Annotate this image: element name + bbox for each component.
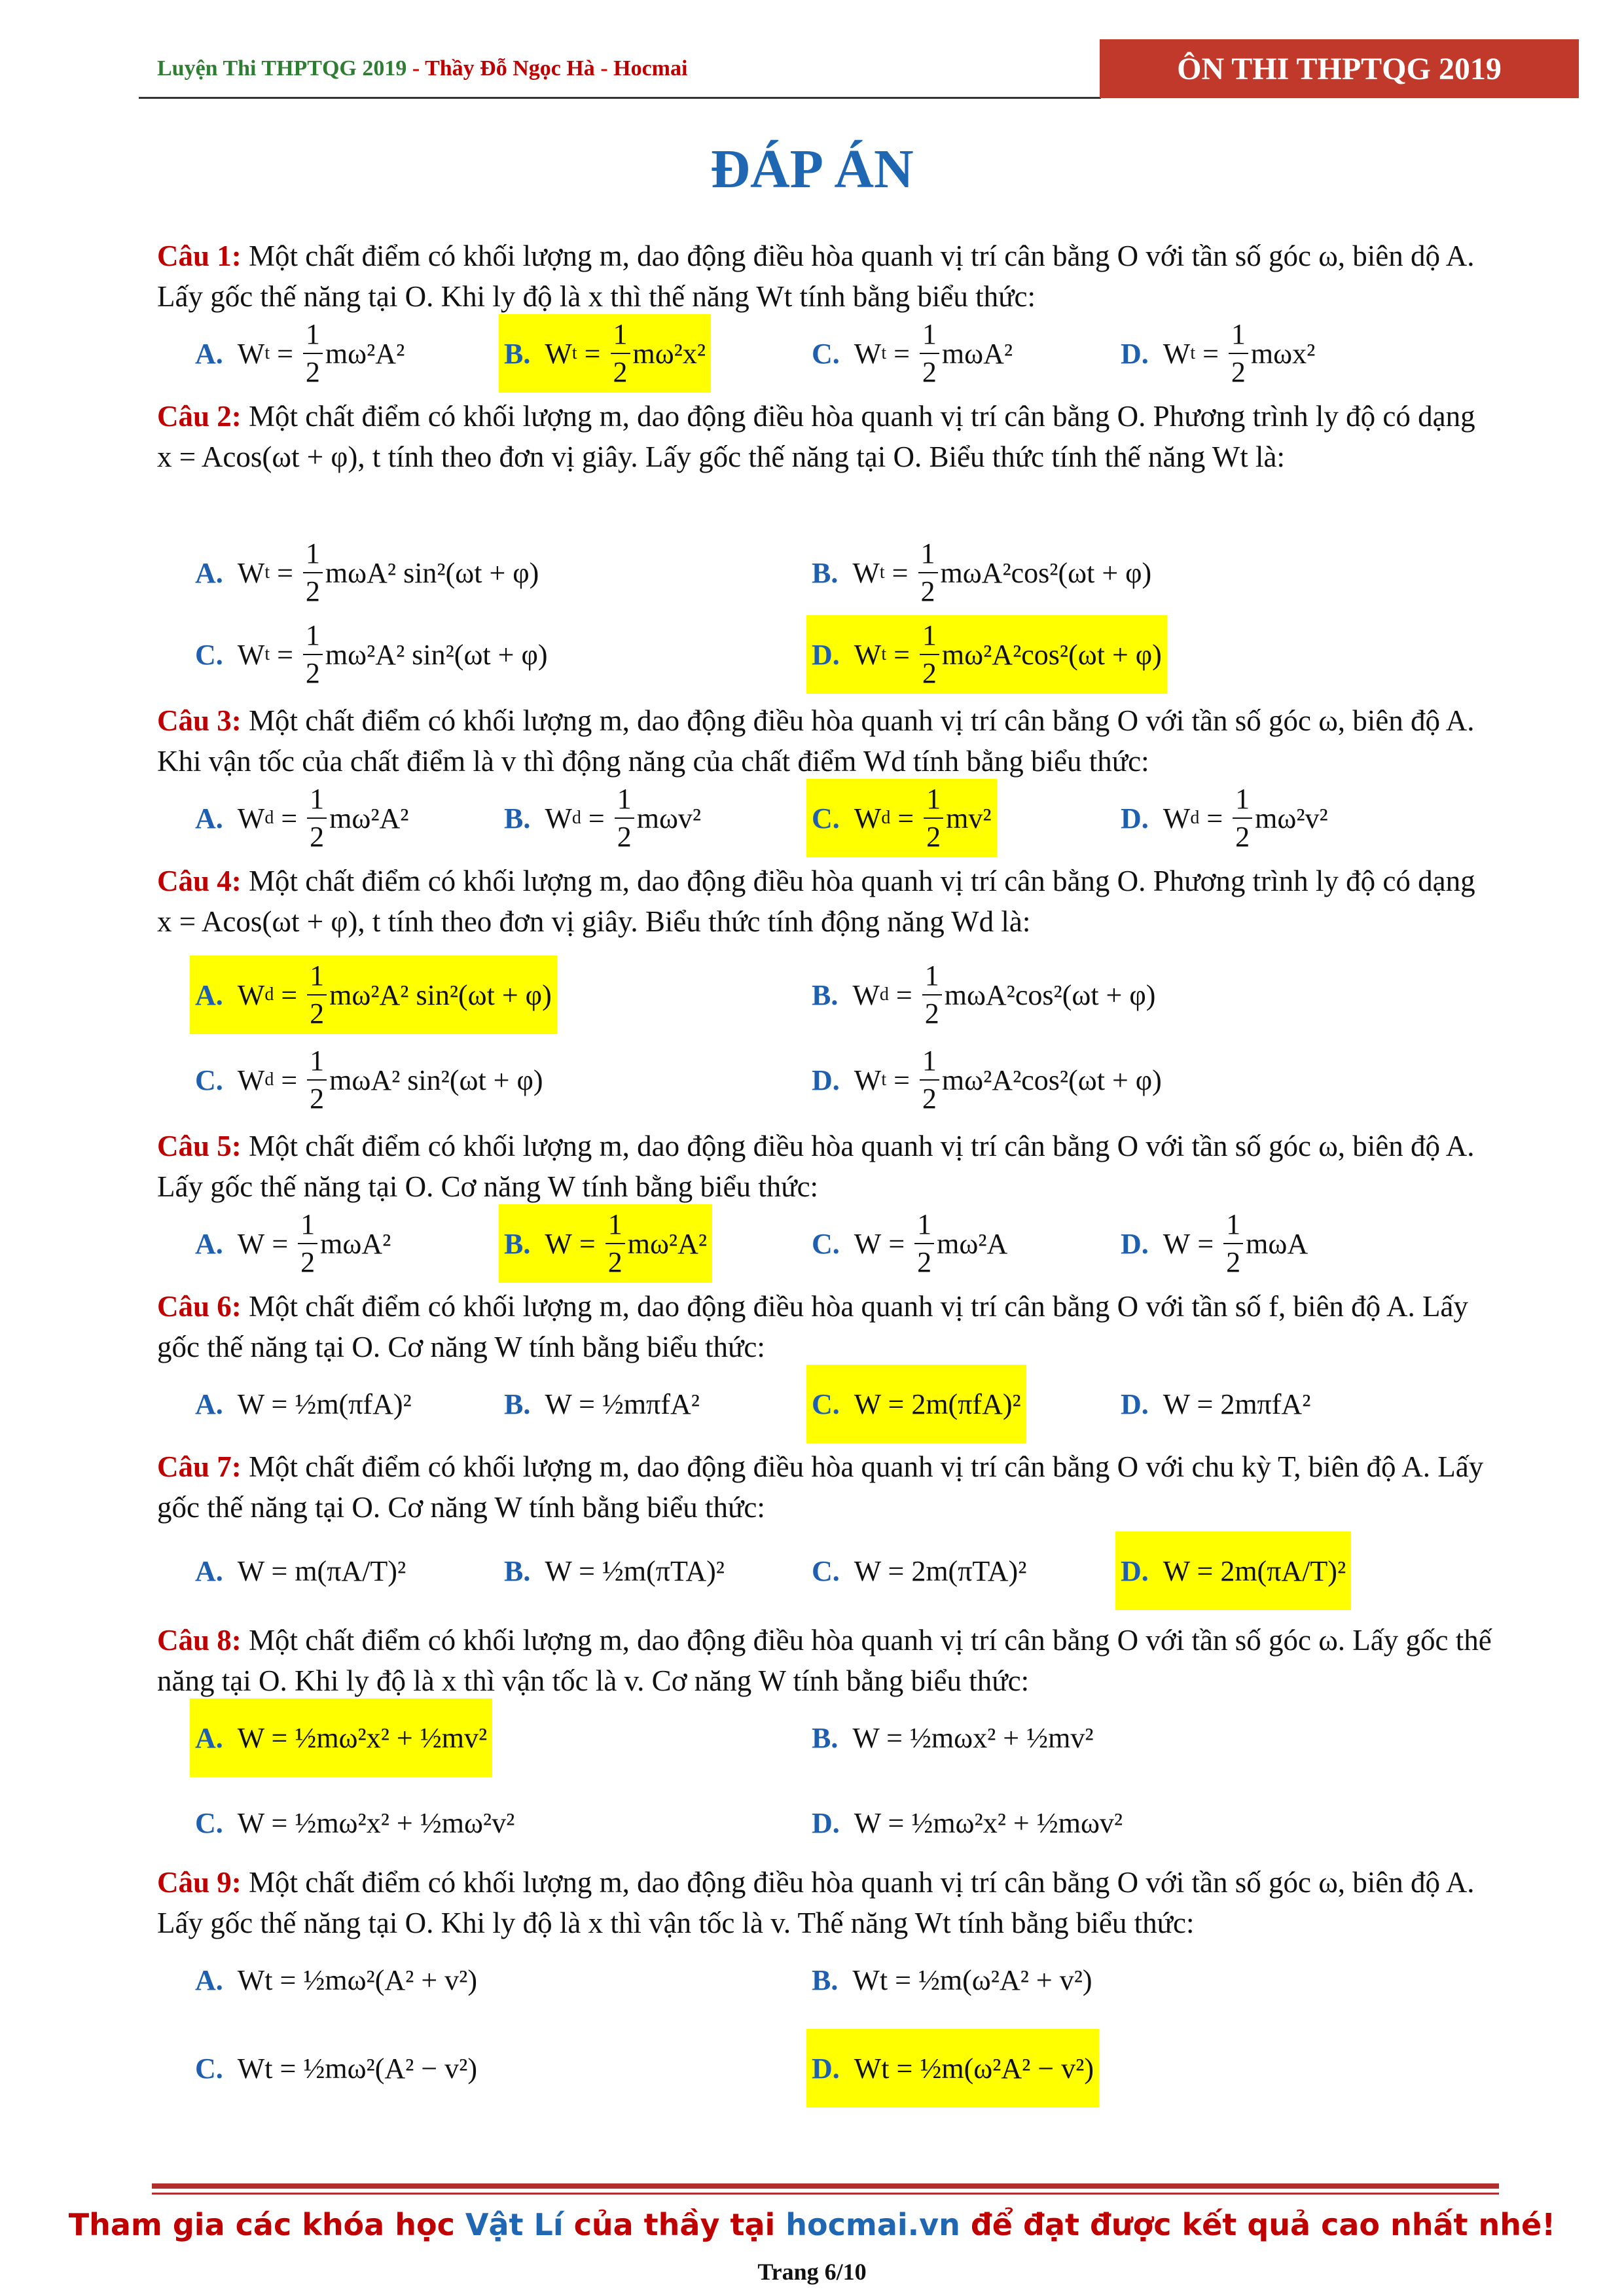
answer-option[interactable] bbox=[812, 1784, 1123, 1862]
option-label: D. bbox=[1121, 802, 1149, 834]
fraction-half: $\frac{1}{2}$ bbox=[914, 1210, 934, 1277]
option-label: D. bbox=[1121, 337, 1149, 370]
option-lhs: W bbox=[545, 337, 572, 370]
option-lhs-sub: t bbox=[1190, 343, 1196, 363]
question-label: Câu 3: bbox=[157, 704, 242, 737]
option-rhs: mωA²cos²(ωt + φ) bbox=[940, 556, 1152, 589]
answer-option-correct[interactable] bbox=[806, 2029, 1099, 2108]
option-expression: Wt = ½mω²(A² − v²) bbox=[237, 2052, 478, 2085]
option-label: A. bbox=[195, 802, 223, 834]
option-label: B. bbox=[812, 1721, 839, 1754]
fraction-half: $\frac{1}{2}$ bbox=[307, 961, 327, 1028]
option-label: B. bbox=[812, 1964, 839, 1996]
option-expression: W = ½mω²x² + ½mω²v² bbox=[237, 1806, 515, 1839]
option-lhs: W bbox=[1163, 802, 1191, 834]
option-lhs-sub: t bbox=[571, 343, 577, 363]
answer-option[interactable]: B. W d = $\frac{1}{2}$ mωv² bbox=[504, 783, 702, 853]
fraction-half: $\frac{1}{2}$ bbox=[920, 320, 939, 387]
question-label: Câu 2: bbox=[157, 400, 242, 433]
option-lhs-sub: d bbox=[264, 984, 274, 1005]
option-label: C. bbox=[812, 1388, 840, 1420]
footer-promo bbox=[0, 2207, 1624, 2242]
question-label: Câu 6: bbox=[157, 1290, 242, 1323]
answer-option[interactable]: D. W d = $\frac{1}{2}$ mω²v² bbox=[1121, 783, 1328, 853]
option-rhs: mωA² sin²(ωt + φ) bbox=[325, 556, 539, 589]
option-expression: W = m(πA/T)² bbox=[237, 1554, 406, 1587]
answer-option[interactable] bbox=[195, 2029, 477, 2108]
question-text: Một chất điểm có khối lượng m, dao động điều hòa quanh vị trí cân bằng O với tần số góc ω, biên độ A. Lấy gốc thế năng tại O. Cơ năng W tính bằng biểu thức: bbox=[157, 1130, 1475, 1203]
option-label: C. bbox=[812, 1227, 840, 1260]
option-rhs: mω²A²cos²(ωt + φ) bbox=[941, 1064, 1162, 1096]
fraction-half: $\frac{1}{2}$ bbox=[303, 621, 323, 688]
answer-option[interactable]: D. W t = $\frac{1}{2}$ mω²A²cos²(ωt + φ) bbox=[812, 1045, 1162, 1115]
option-lhs-sub: d bbox=[881, 808, 891, 828]
answer-option[interactable] bbox=[504, 1532, 725, 1610]
option-label: C. bbox=[812, 337, 840, 370]
fraction-half: $\frac{1}{2}$ bbox=[307, 785, 327, 852]
option-expression: W = ½mω²x² + ½mv² bbox=[237, 1721, 488, 1754]
fraction-half: $\frac{1}{2}$ bbox=[1223, 1210, 1243, 1277]
option-rhs: mωA bbox=[1246, 1227, 1308, 1260]
option-lhs: W bbox=[545, 1227, 572, 1260]
fraction-half: $\frac{1}{2}$ bbox=[303, 539, 323, 606]
question-label: Câu 4: bbox=[157, 865, 242, 897]
question-6 bbox=[157, 1286, 1492, 1367]
question-5 bbox=[157, 1126, 1492, 1207]
option-lhs: W bbox=[237, 337, 265, 370]
option-label: B. bbox=[504, 802, 531, 834]
option-lhs: W bbox=[854, 1227, 882, 1260]
option-expression: Wt = ½m(ω²A² + v²) bbox=[852, 1964, 1092, 1996]
option-label: A. bbox=[195, 556, 223, 589]
fraction-half: $\frac{1}{2}$ bbox=[307, 1047, 327, 1113]
answer-option[interactable]: A. W t = $\frac{1}{2}$ mωA² sin²(ωt + φ) bbox=[195, 537, 539, 607]
question-label: Câu 7: bbox=[157, 1450, 242, 1483]
option-label: C. bbox=[195, 1064, 223, 1096]
answer-option-correct[interactable]: B. W = $\frac{1}{2}$ mω²A² bbox=[499, 1204, 712, 1283]
fraction-half: $\frac{1}{2}$ bbox=[298, 1210, 317, 1277]
option-label: C. bbox=[195, 1806, 223, 1839]
option-rhs: mω²A² bbox=[627, 1227, 708, 1260]
fraction-half: $\frac{1}{2}$ bbox=[918, 539, 938, 606]
option-expression: W = ½mπfA² bbox=[545, 1388, 700, 1420]
option-lhs-sub: d bbox=[879, 984, 889, 1005]
answer-option[interactable]: A. W t = $\frac{1}{2}$ mω²A² bbox=[195, 318, 405, 388]
option-rhs: mω²v² bbox=[1255, 802, 1328, 834]
header-author: Thầy Đỗ Ngọc Hà bbox=[425, 56, 595, 81]
question-text: Một chất điểm có khối lượng m, dao động điều hòa quanh vị trí cân bằng O với tần số f, biên độ A. Lấy gốc thế năng tại O. Cơ năng W tính bằng biểu thức: bbox=[157, 1290, 1468, 1363]
answer-option[interactable]: D. W = $\frac{1}{2}$ mωA bbox=[1121, 1208, 1308, 1278]
option-label: D. bbox=[1121, 1227, 1149, 1260]
question-2 bbox=[157, 396, 1492, 477]
fraction-half: $\frac{1}{2}$ bbox=[1233, 785, 1252, 852]
option-lhs: W bbox=[545, 802, 572, 834]
answer-option[interactable]: C. W t = $\frac{1}{2}$ mωA² bbox=[812, 318, 1013, 388]
option-label: C. bbox=[195, 2052, 223, 2085]
option-label: C. bbox=[812, 1554, 840, 1587]
option-label: D. bbox=[812, 1806, 840, 1839]
question-7 bbox=[157, 1446, 1492, 1528]
option-lhs: W bbox=[1163, 1227, 1191, 1260]
question-text: Một chất điểm có khối lượng m, dao động điều hòa quanh vị trí cân bằng O với chu kỳ T, biên độ A. Lấy gốc thế năng tại O. Cơ năng W tính bằng biểu thức: bbox=[157, 1450, 1484, 1524]
option-lhs-sub: d bbox=[1190, 808, 1200, 828]
option-label: B. bbox=[812, 556, 839, 589]
answer-option-correct[interactable]: A. W d = $\frac{1}{2}$ mω²A² sin²(ωt + φ) bbox=[190, 956, 557, 1034]
option-expression: W = 2m(πTA)² bbox=[854, 1554, 1027, 1587]
question-text: Một chất điểm có khối lượng m, dao động điều hòa quanh vị trí cân bằng O. Phương trình ly độ có dạng x = Acos(ωt + φ), t tính theo đơn vị giây. Biểu thức tính động năng Wd là: bbox=[157, 865, 1475, 938]
option-lhs-sub: t bbox=[881, 343, 887, 363]
fraction-half: $\frac{1}{2}$ bbox=[611, 320, 630, 387]
footer-divider-thick bbox=[152, 2183, 1499, 2189]
answer-option[interactable]: A. W d = $\frac{1}{2}$ mω²A² bbox=[195, 783, 409, 853]
answer-option[interactable]: D. W t = $\frac{1}{2}$ mωx² bbox=[1121, 318, 1316, 388]
answer-option-correct[interactable] bbox=[806, 1365, 1026, 1443]
answer-option[interactable] bbox=[195, 1532, 406, 1610]
option-expression: W = ½m(πTA)² bbox=[545, 1554, 725, 1587]
answer-option[interactable]: B. W d = $\frac{1}{2}$ mωA²cos²(ωt + φ) bbox=[812, 960, 1156, 1030]
fraction-half: $\frac{1}{2}$ bbox=[303, 320, 323, 387]
answer-option[interactable] bbox=[812, 1532, 1026, 1610]
option-lhs-sub: d bbox=[264, 1069, 274, 1090]
option-label: D. bbox=[812, 2052, 840, 2085]
question-label: Câu 1: bbox=[157, 240, 242, 272]
option-lhs: W bbox=[852, 556, 880, 589]
option-label: A. bbox=[195, 978, 223, 1011]
option-label: B. bbox=[504, 1227, 531, 1260]
option-label: B. bbox=[504, 1388, 531, 1420]
question-text: Một chất điểm có khối lượng m, dao động điều hòa quanh vị trí cân bằng O với tần số góc ω, biên dộ A. Lấy gốc thế năng tại O. Khi ly độ là x thì thế năng Wt tính bằng biểu thức: bbox=[157, 240, 1475, 313]
option-label: A. bbox=[195, 1388, 223, 1420]
answer-option-correct[interactable]: D. W t = $\frac{1}{2}$ mω²A²cos²(ωt + φ) bbox=[806, 615, 1167, 694]
option-rhs: mω²A² sin²(ωt + φ) bbox=[329, 978, 552, 1011]
option-lhs: W bbox=[852, 978, 880, 1011]
answer-option-correct[interactable] bbox=[190, 1698, 492, 1777]
option-label: D. bbox=[812, 1064, 840, 1096]
question-1 bbox=[157, 236, 1492, 317]
option-lhs: W bbox=[854, 638, 882, 671]
header-exam-badge: ÔN THI THPTQG 2019 bbox=[1100, 39, 1579, 98]
answer-option[interactable]: C. W d = $\frac{1}{2}$ mωA² sin²(ωt + φ) bbox=[195, 1045, 543, 1115]
answer-option[interactable] bbox=[195, 1784, 514, 1862]
footer-subject: Vật Lí bbox=[465, 2207, 564, 2242]
option-expression: W = ½mωx² + ½mv² bbox=[852, 1721, 1094, 1754]
option-lhs: W bbox=[237, 802, 265, 834]
option-rhs: mv² bbox=[946, 802, 992, 834]
question-label: Câu 9: bbox=[157, 1866, 242, 1899]
option-rhs: mωA² bbox=[320, 1227, 391, 1260]
answer-option[interactable] bbox=[1121, 1365, 1310, 1443]
option-expression: W = ½m(πfA)² bbox=[237, 1388, 412, 1420]
option-rhs: mω²A² bbox=[329, 802, 409, 834]
answer-option[interactable]: B. W t = $\frac{1}{2}$ mωA²cos²(ωt + φ) bbox=[812, 537, 1152, 607]
option-expression: Wt = ½mω²(A² + v²) bbox=[237, 1964, 478, 1996]
answer-option[interactable] bbox=[195, 1365, 412, 1443]
answer-option[interactable] bbox=[812, 1698, 1094, 1777]
option-lhs: W bbox=[237, 978, 265, 1011]
answer-option[interactable] bbox=[504, 1365, 700, 1443]
option-lhs: W bbox=[237, 556, 265, 589]
fraction-half: $\frac{1}{2}$ bbox=[605, 1210, 625, 1277]
option-label: C. bbox=[195, 638, 223, 671]
page-number: Trang 6/10 bbox=[757, 2259, 867, 2285]
question-8 bbox=[157, 1620, 1492, 1701]
fraction-half: $\frac{1}{2}$ bbox=[920, 1047, 939, 1113]
question-4 bbox=[157, 861, 1492, 942]
option-rhs: mω²A² bbox=[325, 337, 405, 370]
header-course: Luyện Thi THPTQG 2019 bbox=[157, 56, 407, 81]
option-expression: W = 2mπfA² bbox=[1163, 1388, 1311, 1420]
option-rhs: mωA² sin²(ωt + φ) bbox=[329, 1064, 543, 1096]
fraction-half: $\frac{1}{2}$ bbox=[922, 961, 942, 1028]
footer-promo-text: để đạt được kết quả cao nhất nhé! bbox=[960, 2207, 1556, 2242]
option-lhs: W bbox=[1163, 337, 1191, 370]
option-label: A. bbox=[195, 337, 223, 370]
option-lhs-sub: t bbox=[264, 562, 270, 583]
option-expression: W = 2m(πA/T)² bbox=[1163, 1554, 1346, 1587]
question-text: Một chất điểm có khối lượng m, dao động điều hòa quanh vị trí cân bằng O với tần số góc ω. Lấy gốc thế năng tại O. Khi ly độ là x thì vận tốc là v. Cơ năng W tính bằng biểu thức: bbox=[157, 1624, 1492, 1697]
footer-promo-text: Tham gia các khóa học bbox=[68, 2207, 465, 2242]
fraction-half: $\frac{1}{2}$ bbox=[1229, 320, 1248, 387]
question-text: Một chất điểm có khối lượng m, dao động điều hòa quanh vị trí cân bằng O. Phương trình ly độ có dạng x = Acos(ωt + φ), t tính theo đơn vị giây. Lấy gốc thế năng tại O. Biểu thức tính thế năng Wt là: bbox=[157, 400, 1475, 473]
option-expression: Wt = ½m(ω²A² − v²) bbox=[854, 2052, 1094, 2085]
answer-option[interactable]: C. W = $\frac{1}{2}$ mω²A bbox=[812, 1208, 1008, 1278]
option-label: D. bbox=[1121, 1388, 1149, 1420]
question-text: Một chất điểm có khối lượng m, dao động điều hòa quanh vị trí cân bằng O với tần số góc ω, biên độ A. Lấy gốc thế năng tại O. Khi ly độ là x thì vận tốc là v. Thế năng Wt tính bằng biểu thức: bbox=[157, 1866, 1475, 1939]
header-separator: - bbox=[406, 56, 425, 81]
option-rhs: mω²A²cos²(ωt + φ) bbox=[941, 638, 1162, 671]
option-lhs-sub: t bbox=[264, 343, 270, 363]
answer-option[interactable] bbox=[195, 1941, 477, 2019]
header-divider bbox=[139, 97, 1101, 99]
answer-option-correct[interactable]: C. W d = $\frac{1}{2}$ mv² bbox=[806, 779, 997, 857]
page-title: ĐÁP ÁN bbox=[710, 139, 914, 200]
option-lhs-sub: t bbox=[881, 1069, 887, 1090]
option-label: C. bbox=[812, 802, 840, 834]
footer-site-link[interactable]: hocmai.vn bbox=[785, 2207, 960, 2242]
header-separator: - bbox=[594, 56, 614, 81]
option-label: B. bbox=[812, 978, 839, 1011]
option-lhs: W bbox=[237, 638, 265, 671]
footer-divider-thin bbox=[152, 2193, 1499, 2195]
header-course-line bbox=[157, 56, 687, 81]
footer-promo-text: của thầy tại bbox=[563, 2207, 786, 2242]
header-site: Hocmai bbox=[613, 56, 688, 81]
option-label: A. bbox=[195, 1721, 223, 1754]
question-9 bbox=[157, 1862, 1492, 1943]
answer-option[interactable]: C. W t = $\frac{1}{2}$ mω²A² sin²(ωt + φ) bbox=[195, 619, 548, 689]
option-lhs-sub: d bbox=[264, 808, 274, 828]
fraction-half: $\frac{1}{2}$ bbox=[920, 621, 939, 688]
option-label: D. bbox=[1121, 1554, 1149, 1587]
option-rhs: mωv² bbox=[636, 802, 702, 834]
question-3 bbox=[157, 700, 1492, 781]
option-rhs: mω²A bbox=[937, 1227, 1008, 1260]
answer-option-correct[interactable] bbox=[1115, 1532, 1351, 1610]
question-text: Một chất điểm có khối lượng m, dao động điều hòa quanh vị trí cân bằng O với tần số góc ω, biên độ A. Khi vận tốc của chất điểm là v thì động năng của chất điểm Wd tính bằng biểu thức: bbox=[157, 704, 1475, 778]
question-label: Câu 8: bbox=[157, 1624, 242, 1657]
option-lhs: W bbox=[854, 1064, 882, 1096]
option-expression: W = 2m(πfA)² bbox=[854, 1388, 1021, 1420]
option-label: B. bbox=[504, 1554, 531, 1587]
option-rhs: mωA² bbox=[941, 337, 1013, 370]
option-rhs: mωx² bbox=[1250, 337, 1316, 370]
option-rhs: mωA²cos²(ωt + φ) bbox=[944, 978, 1156, 1011]
option-lhs: W bbox=[237, 1064, 265, 1096]
fraction-half: $\frac{1}{2}$ bbox=[615, 785, 634, 852]
option-expression: W = ½mω²x² + ½mωv² bbox=[854, 1806, 1123, 1839]
option-label: B. bbox=[504, 337, 531, 370]
option-lhs: W bbox=[854, 337, 882, 370]
option-lhs: W bbox=[854, 802, 882, 834]
option-rhs: mω²A² sin²(ωt + φ) bbox=[325, 638, 548, 671]
option-lhs-sub: t bbox=[881, 644, 887, 664]
option-label: A. bbox=[195, 1554, 223, 1587]
option-label: A. bbox=[195, 1964, 223, 1996]
answer-option[interactable]: A. W = $\frac{1}{2}$ mωA² bbox=[195, 1208, 391, 1278]
option-label: D. bbox=[812, 638, 840, 671]
question-label: Câu 5: bbox=[157, 1130, 242, 1162]
answer-option-correct[interactable]: B. W t = $\frac{1}{2}$ mω²x² bbox=[499, 314, 711, 393]
option-lhs-sub: t bbox=[879, 562, 885, 583]
option-lhs-sub: t bbox=[264, 644, 270, 664]
option-rhs: mω²x² bbox=[632, 337, 706, 370]
answer-option[interactable] bbox=[812, 1941, 1092, 2019]
option-label: A. bbox=[195, 1227, 223, 1260]
option-lhs-sub: d bbox=[571, 808, 581, 828]
option-lhs: W bbox=[237, 1227, 265, 1260]
fraction-half: $\frac{1}{2}$ bbox=[924, 785, 943, 852]
